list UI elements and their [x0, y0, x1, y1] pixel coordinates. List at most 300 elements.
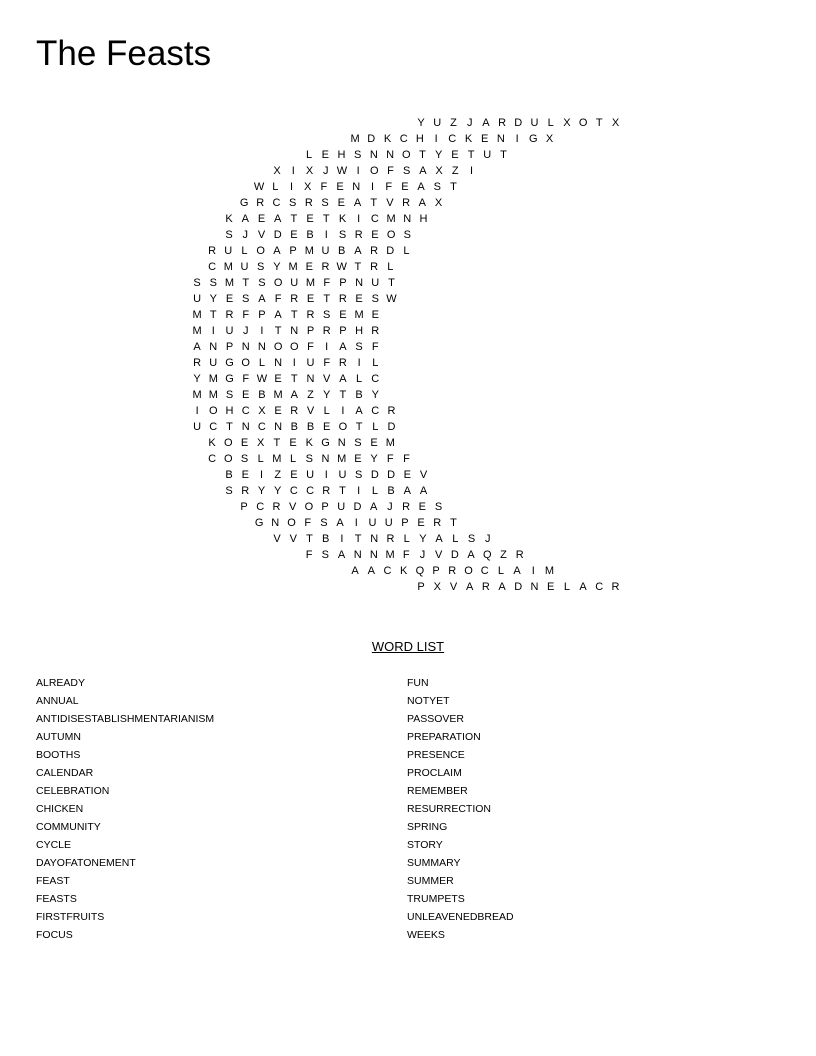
grid-letter: E	[323, 421, 331, 433]
grid-letter: F	[371, 341, 379, 353]
grid-letter: C	[383, 565, 392, 577]
grid-letter: O	[224, 437, 233, 449]
grid-letter: O	[273, 341, 283, 353]
grid-letter: P	[401, 517, 409, 529]
grid-letter: S	[289, 197, 297, 209]
grid-letter: A	[579, 581, 587, 593]
grid-letter: J	[322, 165, 329, 177]
grid-letter: H	[419, 213, 428, 225]
grid-letter: S	[354, 437, 362, 449]
grid-letter: M	[386, 213, 396, 225]
grid-letter: M	[288, 261, 298, 273]
grid-letter: C	[208, 453, 217, 465]
grid-row	[0, 147, 816, 163]
grid-letter: U	[433, 117, 442, 129]
grid-letter: Y	[371, 389, 379, 401]
grid-letter: U	[483, 149, 492, 161]
grid-letter: P	[417, 581, 425, 593]
grid-letter: N	[306, 373, 315, 385]
word-list-item: ANNUAL	[36, 695, 79, 707]
word-list-item: PRESENCE	[407, 749, 465, 761]
grid-letter: L	[403, 245, 410, 257]
grid-letter: D	[370, 469, 379, 481]
grid-letter: C	[272, 197, 281, 209]
grid-letter: E	[274, 373, 282, 385]
grid-letter: T	[290, 213, 298, 225]
grid-letter: T	[226, 421, 233, 433]
grid-letter: M	[354, 309, 364, 321]
word-list-item: STORY	[407, 839, 443, 851]
grid-letter: E	[371, 229, 379, 241]
grid-letter: B	[225, 469, 233, 481]
grid-letter: C	[370, 213, 379, 225]
word-list-left-column	[36, 674, 214, 944]
grid-letter: B	[306, 421, 315, 433]
grid-letter: C	[289, 485, 298, 497]
grid-letter: C	[595, 581, 604, 593]
grid-letter: K	[400, 565, 408, 577]
grid-letter: F	[307, 341, 314, 353]
grid-letter: W	[256, 373, 268, 385]
grid-letter: S	[434, 501, 443, 513]
grid-letter: L	[387, 261, 394, 273]
grid-letter: E	[371, 309, 379, 321]
grid-letter: A	[273, 245, 281, 257]
grid-letter: A	[241, 213, 249, 225]
grid-letter: Y	[435, 149, 443, 161]
grid-letter: X	[611, 117, 620, 129]
grid-letter: R	[387, 405, 396, 417]
grid-letter: R	[402, 501, 411, 513]
grid-letter: S	[338, 229, 347, 241]
grid-letter: L	[372, 357, 379, 369]
grid-letter: D	[353, 501, 362, 513]
grid-letter: L	[497, 565, 504, 577]
grid-letter: D	[514, 117, 523, 129]
grid-letter: L	[257, 453, 264, 465]
grid-letter: X	[304, 181, 312, 193]
grid-row	[0, 515, 816, 531]
grid-row	[0, 451, 816, 467]
grid-letter: B	[258, 389, 266, 401]
grid-letter: L	[306, 149, 313, 161]
grid-letter: N	[274, 357, 283, 369]
word-list-item: ANTIDISESTABLISHMENTARIANISM	[36, 713, 215, 725]
grid-letter: P	[306, 325, 315, 337]
grid-letter: F	[305, 549, 313, 561]
grid-letter: Y	[274, 485, 282, 497]
grid-letter: N	[403, 213, 412, 225]
word-list-item: FOCUS	[36, 929, 73, 941]
grid-letter: R	[306, 309, 315, 321]
grid-row	[0, 323, 816, 339]
grid-letter: A	[339, 341, 347, 353]
grid-letter: F	[242, 309, 250, 321]
grid-letter: C	[208, 261, 217, 273]
grid-letter: O	[273, 277, 283, 289]
grid-letter: X	[258, 405, 266, 417]
grid-letter: N	[530, 581, 539, 593]
grid-letter: V	[449, 581, 458, 593]
grid-letter: T	[388, 277, 395, 289]
grid-letter: M	[350, 133, 360, 145]
grid-letter: H	[225, 405, 234, 417]
grid-letter: A	[336, 517, 344, 529]
grid-letter: A	[419, 485, 428, 497]
word-list-item: FIRSTFRUITS	[36, 911, 105, 923]
grid-letter: I	[325, 341, 329, 353]
grid-letter: H	[337, 149, 346, 161]
grid-letter: I	[340, 533, 344, 545]
grid-letter: N	[274, 421, 283, 433]
grid-row	[0, 259, 816, 275]
grid-letter: M	[304, 245, 314, 257]
grid-letter: A	[419, 165, 427, 177]
grid-letter: O	[464, 565, 473, 577]
grid-letter: U	[209, 357, 218, 369]
grid-letter: T	[339, 485, 346, 497]
grid-letter: E	[370, 437, 378, 449]
grid-letter: O	[224, 453, 233, 465]
grid-letter: R	[448, 565, 457, 577]
grid-letter: A	[403, 485, 411, 497]
grid-letter: E	[403, 469, 411, 481]
grid-letter: C	[448, 133, 457, 145]
grid-letter: I	[291, 165, 295, 177]
grid-letter: W	[336, 165, 348, 177]
grid-letter: U	[371, 277, 380, 289]
grid-letter: R	[386, 533, 395, 545]
grid-letter: K	[208, 437, 216, 449]
page-title: The Feasts	[36, 34, 212, 73]
word-list-item: TRUMPETS	[407, 893, 465, 905]
grid-letter: T	[339, 389, 347, 401]
grid-letter: A	[435, 533, 443, 545]
grid-letter: E	[547, 581, 555, 593]
grid-letter: I	[354, 517, 358, 529]
grid-letter: Y	[273, 261, 281, 273]
grid-letter: P	[240, 501, 248, 513]
grid-letter: A	[351, 565, 359, 577]
grid-letter: E	[306, 213, 314, 225]
grid-row	[0, 115, 816, 131]
grid-letter: R	[481, 581, 490, 593]
word-list-item: WEEKS	[407, 929, 445, 941]
grid-letter: F	[385, 181, 393, 193]
grid-letter: T	[273, 437, 281, 449]
grid-letter: E	[337, 197, 345, 209]
grid-letter: G	[321, 437, 330, 449]
grid-row	[0, 435, 816, 451]
grid-letter: B	[387, 485, 395, 497]
grid-letter: R	[241, 485, 250, 497]
grid-row	[0, 531, 816, 547]
grid-letter: E	[481, 133, 489, 145]
grid-letter: D	[387, 469, 396, 481]
grid-letter: U	[240, 261, 249, 273]
word-list-item: PROCLAIM	[407, 767, 462, 779]
grid-letter: E	[355, 293, 363, 305]
grid-letter: L	[290, 453, 297, 465]
grid-letter: A	[337, 549, 346, 561]
grid-letter: C	[480, 565, 489, 577]
grid-letter: Z	[500, 549, 507, 561]
grid-letter: F	[402, 549, 410, 561]
grid-letter: D	[450, 549, 459, 561]
grid-row	[0, 179, 816, 195]
grid-letter: T	[450, 181, 457, 193]
word-list-item: ALREADY	[36, 677, 86, 689]
grid-letter: N	[369, 549, 378, 561]
grid-letter: J	[242, 229, 249, 241]
grid-letter: R	[433, 517, 442, 529]
grid-letter: U	[225, 325, 234, 337]
grid-letter: I	[195, 405, 199, 417]
grid-letter: B	[290, 421, 298, 433]
grid-letter: Z	[450, 117, 457, 129]
grid-letter: T	[322, 213, 330, 225]
grid-letter: A	[193, 341, 201, 353]
word-list-item: FEASTS	[36, 893, 77, 905]
word-list-item: CHICKEN	[36, 803, 84, 815]
grid-letter: U	[224, 245, 233, 257]
word-list-item: FUN	[407, 677, 429, 689]
grid-letter: N	[209, 341, 218, 353]
grid-letter: V	[419, 469, 428, 481]
grid-letter: R	[498, 117, 507, 129]
grid-letter: M	[224, 277, 235, 289]
grid-letter: M	[385, 549, 395, 561]
grid-letter: S	[321, 549, 329, 561]
word-list-item: PREPARATION	[407, 731, 481, 743]
grid-letter: N	[321, 453, 330, 465]
grid-letter: E	[290, 229, 298, 241]
grid-letter: S	[355, 341, 363, 353]
grid-letter: L	[371, 485, 378, 497]
grid-letter: V	[289, 533, 297, 545]
grid-letter: T	[354, 533, 362, 545]
grid-letter: Q	[483, 549, 492, 561]
grid-letter: W	[336, 261, 347, 273]
grid-letter: T	[323, 293, 331, 305]
grid-letter: T	[242, 277, 250, 289]
grid-letter: E	[306, 293, 315, 305]
grid-letter: T	[274, 325, 282, 337]
grid-letter: E	[354, 453, 362, 465]
grid-letter: P	[321, 501, 329, 513]
grid-row	[0, 371, 816, 387]
grid-letter: L	[372, 421, 379, 433]
grid-row	[0, 419, 816, 435]
grid-letter: E	[417, 517, 425, 529]
grid-letter: N	[352, 181, 361, 193]
grid-letter: M	[192, 325, 202, 337]
grid-letter: M	[192, 309, 202, 321]
grid-letter: S	[355, 469, 363, 481]
grid-letter: D	[386, 245, 395, 257]
grid-letter: E	[451, 149, 459, 161]
grid-letter: A	[418, 197, 426, 209]
grid-letter: A	[467, 549, 475, 561]
grid-letter: E	[321, 149, 329, 161]
grid-letter: S	[433, 181, 441, 193]
grid-letter: L	[356, 373, 363, 385]
grid-letter: O	[287, 517, 296, 529]
grid-letter: N	[337, 437, 346, 449]
grid-letter: D	[367, 133, 376, 145]
grid-letter: R	[290, 293, 299, 305]
grid-letter: P	[339, 325, 347, 337]
grid-letter: I	[434, 133, 438, 145]
grid-letter: R	[370, 261, 379, 273]
grid-letter: M	[385, 437, 395, 449]
grid-letter: G	[225, 373, 234, 385]
word-list-item: FEAST	[36, 875, 70, 887]
grid-row	[0, 243, 816, 259]
grid-letter: M	[208, 373, 218, 385]
word-list-item: SUMMARY	[407, 857, 461, 869]
grid-letter: R	[354, 229, 363, 241]
grid-letter: V	[306, 405, 315, 417]
grid-letter: F	[242, 373, 250, 385]
grid-letter: S	[321, 197, 329, 209]
grid-letter: R	[272, 501, 281, 513]
grid-letter: E	[418, 501, 426, 513]
grid-letter: G	[225, 357, 234, 369]
grid-letter: F	[387, 165, 394, 177]
grid-letter: P	[289, 245, 297, 257]
grid-letter: Q	[415, 565, 425, 577]
grid-letter: I	[370, 181, 375, 193]
grid-letter: I	[260, 325, 264, 337]
grid-letter: S	[258, 277, 266, 289]
grid-letter: F	[274, 293, 282, 305]
grid-letter: O	[370, 165, 379, 177]
grid-letter: A	[290, 389, 298, 401]
grid-letter: U	[290, 277, 299, 289]
grid-letter: R	[338, 357, 347, 369]
grid-letter: A	[370, 501, 378, 513]
grid-letter: O	[578, 117, 588, 129]
grid-letter: Z	[451, 165, 459, 177]
grid-letter: E	[274, 405, 282, 417]
grid-letter: E	[290, 469, 298, 481]
grid-letter: B	[338, 245, 346, 257]
grid-letter: E	[242, 389, 250, 401]
grid-letter: N	[241, 421, 250, 433]
grid-letter: A	[482, 117, 490, 129]
grid-letter: W	[253, 181, 265, 193]
grid-letter: E	[336, 181, 344, 193]
grid-letter: I	[357, 357, 361, 369]
grid-letter: V	[273, 533, 281, 545]
grid-letter: F	[323, 357, 331, 369]
grid-letter: R	[322, 325, 331, 337]
grid-row	[0, 291, 816, 307]
grid-letter: E	[339, 309, 347, 321]
grid-letter: K	[464, 133, 473, 145]
grid-letter: S	[193, 277, 201, 289]
grid-letter: S	[403, 229, 411, 241]
grid-letter: E	[289, 437, 297, 449]
grid-letter: S	[225, 229, 233, 241]
grid-letter: I	[531, 565, 535, 577]
grid-letter: Y	[193, 373, 201, 385]
grid-letter: U	[306, 469, 315, 481]
grid-letter: K	[383, 133, 392, 145]
grid-letter: R	[304, 197, 313, 209]
grid-letter: M	[208, 389, 218, 401]
grid-letter: R	[338, 293, 347, 305]
grid-letter: L	[452, 533, 459, 545]
grid-letter: X	[435, 165, 443, 177]
word-list-right-column	[407, 674, 514, 944]
grid-letter: R	[193, 357, 202, 369]
grid-letter: N	[369, 149, 378, 161]
grid-letter: L	[323, 405, 330, 417]
grid-letter: I	[356, 165, 360, 177]
grid-letter: O	[304, 501, 314, 513]
grid-letter: T	[355, 421, 363, 433]
grid-letter: N	[290, 325, 299, 337]
word-list-heading: WORD LIST	[371, 639, 445, 654]
grid-letter: O	[386, 229, 396, 241]
grid-letter: L	[258, 357, 265, 369]
grid-letter: V	[386, 197, 394, 209]
grid-row	[0, 307, 816, 323]
grid-row	[0, 403, 816, 419]
grid-letter: T	[354, 261, 362, 273]
grid-letter: M	[223, 261, 233, 273]
grid-letter: L	[547, 117, 554, 129]
grid-letter: C	[371, 373, 380, 385]
grid-letter: N	[257, 341, 266, 353]
grid-letter: C	[256, 501, 265, 513]
grid-letter: U	[321, 245, 330, 257]
grid-letter: Y	[370, 453, 378, 465]
grid-letter: S	[371, 293, 379, 305]
grid-letter: N	[496, 133, 505, 145]
grid-letter: Z	[307, 389, 314, 401]
grid-letter: R	[322, 485, 331, 497]
word-list-item: AUTUMN	[36, 731, 81, 743]
grid-letter: R	[402, 197, 411, 209]
grid-letter: S	[467, 533, 476, 545]
grid-letter: D	[273, 229, 282, 241]
grid-letter: O	[209, 405, 218, 417]
grid-letter: U	[384, 517, 393, 529]
grid-letter: P	[225, 341, 234, 353]
grid-row	[0, 211, 816, 227]
grid-letter: I	[341, 405, 345, 417]
grid-letter: A	[367, 565, 375, 577]
grid-letter: R	[370, 245, 379, 257]
grid-letter: I	[211, 325, 215, 337]
word-list-item: SUMMER	[407, 875, 454, 887]
grid-letter: K	[305, 437, 313, 449]
grid-letter: A	[513, 565, 521, 577]
grid-letter: M	[337, 453, 347, 465]
grid-letter: C	[257, 421, 266, 433]
grid-letter: I	[357, 213, 361, 225]
grid-row	[0, 387, 816, 403]
grid-letter: F	[323, 277, 331, 289]
grid-letter: T	[419, 149, 426, 161]
grid-letter: L	[563, 581, 570, 593]
grid-letter: X	[305, 165, 314, 177]
grid-letter: O	[290, 341, 299, 353]
grid-letter: N	[271, 517, 280, 529]
